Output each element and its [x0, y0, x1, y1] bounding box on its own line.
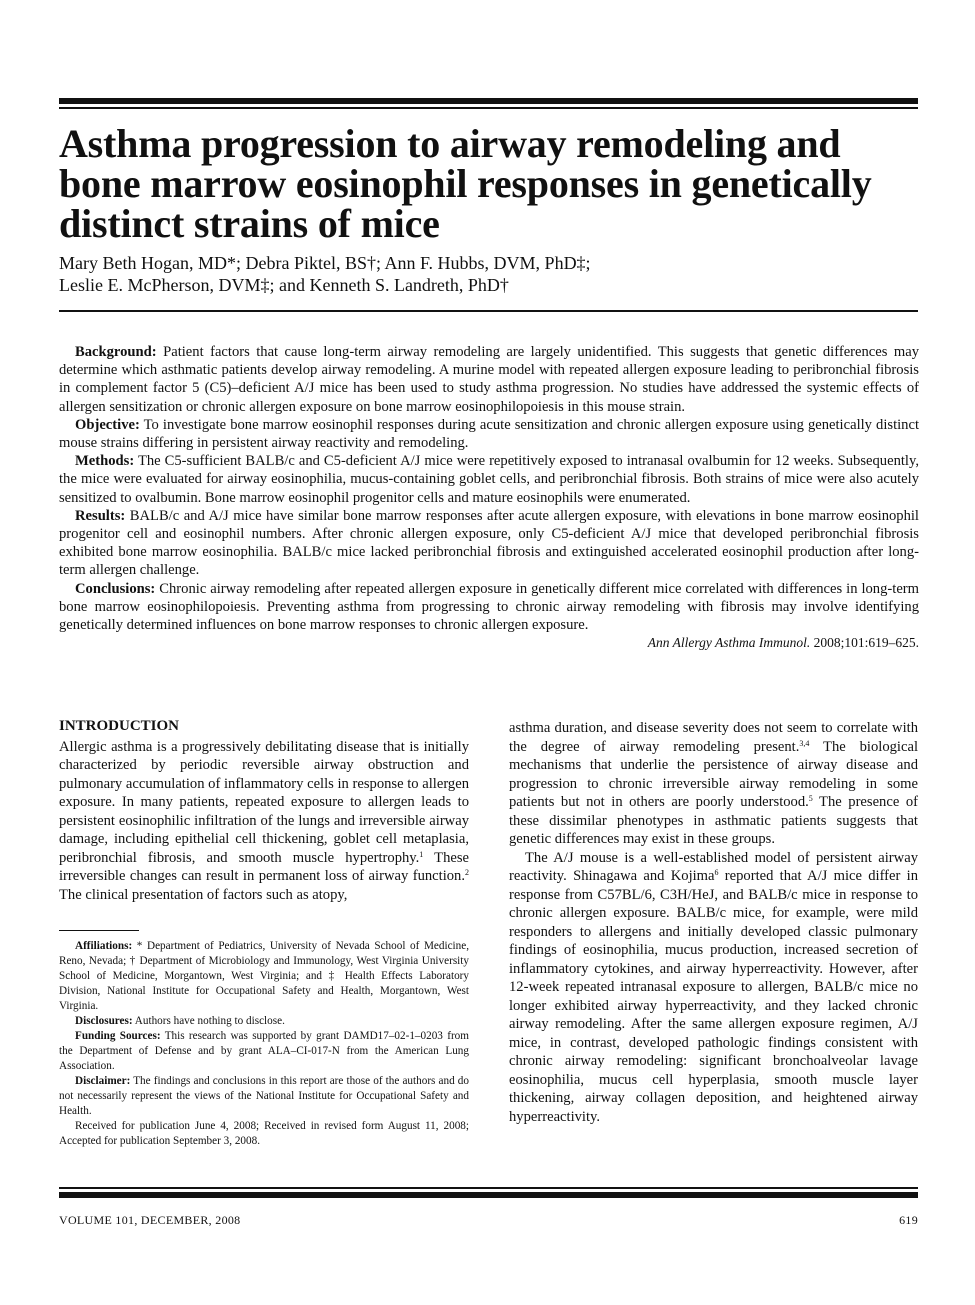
citation-details: 2008;101:619–625.	[813, 635, 919, 651]
article-title: Asthma progression to airway remodeling and bone marrow eosinophil responses in genetically distinct strains of mice	[59, 121, 872, 246]
journal-citation	[59, 634, 919, 652]
abstract-conclusions	[59, 580, 919, 635]
abstract-background	[59, 343, 919, 416]
authors-line-1: Mary Beth Hogan, MD*; Debra Piktel, BS†; Ann F. Hubbs, DVM, PhD‡;	[59, 253, 591, 273]
disclosures-label: Disclosures:	[75, 1015, 133, 1027]
disclaimer-text: The findings and conclusions in this report are those of the authors and do not necessarily represent the views of the National Institute for Occupational Safety and Health.	[59, 1075, 469, 1117]
footer-page-number: 619	[899, 1213, 918, 1227]
right-text-b: The biological mechanisms that underlie the persistence of airway disease and progression to chronic irreversible airway remodeling in some patients but not in others are poorly understood.	[509, 738, 918, 810]
intro-text-b: These irreversible changes can result in permanent loss of airway function.	[59, 849, 470, 884]
abstract-methods-text: The C5-sufficient BALB/c and C5-deficient A/J mice were repetitively exposed to intranasal ovalbumin for 12 weeks. Subsequently, the mice were evaluated for airway eosinophilia, mucus-containing goblet cells, and peribronchial fibrosis. Both strains of mice were also acutely sensitized to ovalbumin. Bone marrow eosinophil progenitor cells and mature eosinophils were enumerated.	[59, 453, 919, 506]
right-paragraph-1	[509, 719, 918, 849]
introduction-heading: INTRODUCTION	[59, 718, 180, 734]
abstract-methods-label: Methods:	[75, 453, 135, 470]
right-text-e: reported that A/J mice differ in response from C57BL/6, C3H/HeJ, and BALB/c mice in response to chronic allergen exposure. BALB/c mice, for example, were mild responders to allergens and initially developed classic pulmonary findings of eosinophilia, mucus production, increased secretion of inflammatory cytokines, and airway hyperreactivity. However, after 12-week repeated intranasal exposure to allergen, BALB/c mice no longer exhibited airway hyperreactivity, and they lacked chronic airway remodeling. After the same allergen exposure regimen, A/J mice, in contrast, developed pathologic findings consistent with chronic airway remodeling: significant bronchoalveolar lavage eosinophilia, mucus cell hyperplasia, smooth muscle layer thickening, airway collagen deposition, and heightened airway hyperreactivity.	[509, 868, 918, 1125]
abstract-objective-label: Objective:	[75, 416, 140, 433]
top-rule-thin	[59, 107, 918, 109]
abstract-conclusions-text: Chronic airway remodeling after repeated allergen exposure in genetically different mice correlated with differences in long-term bone marrow eosinophilopoiesis. Preventing asthma from progressing to chronic airway remodeling with fibrosis may involve identifying genetically determined influences on bone marrow responses to chronic allergen exposure.	[59, 580, 920, 634]
author-list	[59, 252, 919, 296]
citation-journal: Ann Allergy Asthma Immunol.	[647, 635, 811, 651]
bottom-rule-thick	[59, 1192, 918, 1198]
top-rule-thick	[59, 98, 918, 104]
ref-1: 1	[419, 849, 424, 859]
right-text-c: The presence of these dissimilar phenotypes in asthmatic patients suggests that genetic differences may exist in these groups.	[509, 794, 918, 847]
footnote-disclaimer	[59, 1074, 469, 1119]
disclosures-text: Authors have nothing to disclose.	[134, 1015, 285, 1027]
right-text-a: asthma duration, and disease severity does not seem to correlate with the degree of airway remodeling present.	[509, 720, 918, 755]
abstract	[59, 343, 919, 652]
left-column	[59, 717, 469, 1149]
abstract-results-text: BALB/c and A/J mice have similar bone marrow responses after acute allergen exposure, with elevations in bone marrow eosinophil progenitor cell and eosinophil numbers. After chronic allergen exposure, only C5-deficient A/J mice that developed peribronchial fibrosis exhibited bone marrow eosinophilia. BALB/c mice lacked peribronchial fibrosis and extinguished accelerated eosinophil production after long-term allergen challenge.	[59, 507, 919, 579]
footnote-disclosures	[59, 1014, 469, 1029]
intro-text-c: The clinical presentation of factors such as atopy,	[59, 886, 348, 903]
abstract-objective-text: To investigate bone marrow eosinophil responses during acute sensitization and chronic allergen exposure using genetically distinct mouse strains differing in persistent airway reactivity and remodeling.	[59, 416, 920, 452]
abstract-background-text: Patient factors that cause long-term airway remodeling are largely unidentified. This suggests that genetic differences may determine which asthmatic patients develop airway remodeling. A murine model with repeated allergen exposure leading to peribronchial fibrosis in complement factor 5 (C5)–deficient A/J mice has been used to study asthma progression. No studies have addressed the systemic effects of allergen sensitization or chronic allergen exposure on bone marrow eosinophilopoiesis in this mouse strain.	[59, 344, 920, 415]
affiliations-text: * Department of Pediatrics, University of Nevada School of Medicine, Reno, Nevada; † Department of Microbiology and Immunology, West Virginia University School of Medicine, Morgantown, West Virginia; and ‡ Health Effects Laboratory Division, National Institute for Occupational Safety and Health, Morgantown, West Virginia.	[59, 940, 469, 1012]
ref-6: 6	[714, 868, 719, 877]
footnote-received: Received for publication June 4, 2008; Received in revised form August 11, 2008; Accepted for publication September 3, 2008.	[59, 1120, 469, 1147]
abstract-results-label: Results:	[75, 507, 126, 524]
authors-line-2: Leslie E. McPherson, DVM‡; and Kenneth S. Landreth, PhD†	[59, 275, 509, 295]
right-column	[509, 719, 918, 1126]
ref-3-4: 3,4	[799, 738, 810, 748]
ref-5: 5	[808, 794, 813, 803]
abstract-background-label: Background:	[75, 344, 157, 360]
abstract-methods	[59, 452, 919, 507]
intro-text-a: Allergic asthma is a progressively debilitating disease that is initially characterized by periodic reversible airway obstruction and pulmonary accumulation of inflammatory cells in response to allergen exposure. In many patients, repeated exposure to allergen leads to persistent eosinophilic infiltration of the lungs and irreversible airway damage, including epithelial cell thickening, goblet cell metaplasia, peribronchial fibrosis, and smooth muscle hypertrophy.	[59, 738, 469, 866]
abstract-conclusions-label: Conclusions:	[75, 580, 156, 597]
intro-paragraph-1	[59, 738, 469, 905]
right-text-d: The A/J mouse is a well-established model of persistent airway reactivity. Shinagawa and Kojima	[509, 849, 918, 884]
abstract-objective	[59, 416, 919, 452]
ref-2: 2	[465, 868, 469, 877]
footnote-funding	[59, 1029, 469, 1074]
affiliations-label: Affiliations:	[75, 940, 133, 952]
footnotes	[59, 939, 469, 1149]
disclaimer-label: Disclaimer:	[75, 1075, 131, 1087]
funding-text: This research was supported by grant DAMD17–02-1–0203 from the Department of Defense and by grant ALA–CI-017-N from the American Lung Association.	[59, 1030, 469, 1072]
abstract-results	[59, 507, 919, 580]
footnote-affiliations	[59, 939, 469, 1014]
abstract-top-rule	[59, 310, 918, 312]
right-paragraph-2	[509, 849, 918, 1127]
bottom-rule-thin	[59, 1187, 918, 1189]
footnote-rule	[59, 930, 139, 931]
footer-volume: VOLUME 101, DECEMBER, 2008	[59, 1213, 241, 1227]
funding-label: Funding Sources:	[75, 1030, 161, 1042]
